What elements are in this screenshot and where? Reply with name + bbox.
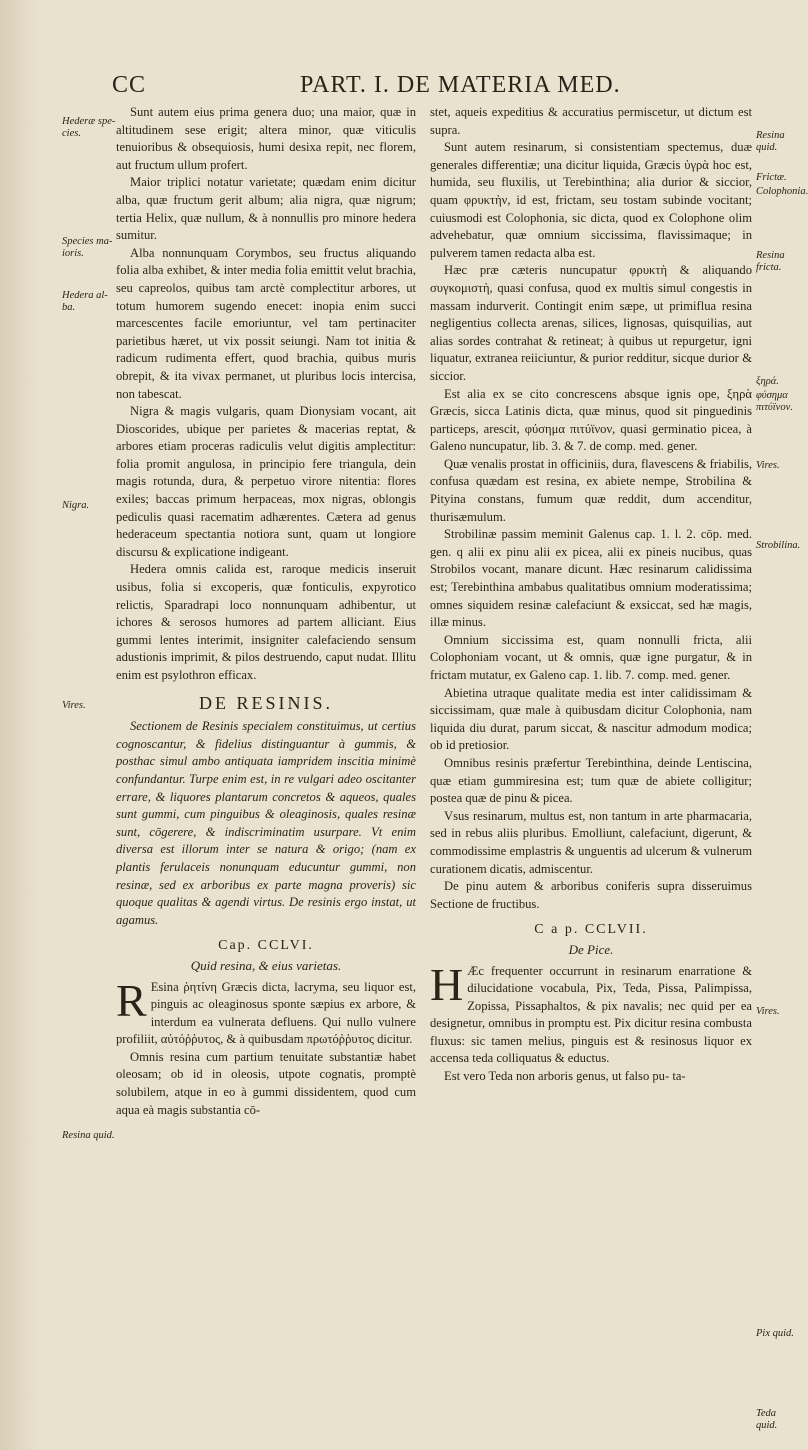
chapter-paragraph (430, 958, 752, 1069)
margin-note-left: Nigra. (62, 500, 90, 511)
chapter-label: Cap. CCLVI. (218, 938, 314, 954)
margin-note-left: Hederæ spe-cies. (62, 116, 116, 139)
paragraph: Nigra & magis vulgaris, quam Dionysiam vocant, ait Dioscorides, ubique per parietes & macerias reptat, & arbores etiam proceras radiculis velut digitis amplectitur: folia promit angulosa, in principio fere triangula, dein magis rotunda, dura, & perpetuo virore nitentia: flores exiles; baccas primum herpaceas, mox nigras, oblongis pediculis quasi racematim adhærentes. Cætera ad genus hederaceum spectantia notiora sunt, quam ut longiore discursu & explicatione indigeant. (116, 404, 416, 559)
margin-note-left: Hedera al-ba. (62, 290, 108, 313)
chapter-text: Æc frequenter occurrunt in resinarum enarratione & dilucidatione vocabula, Pix, Teda, Pissa, Palimpissa, Zopissa, Pissaphaltos, & pix navalis; nec quid per ea designetur, omnibus in promptu est. Pix dicitur resina combusta fluxus: sic tamen melius, pinguis est & resinosus liquor ex accensa teda colliquatus & eductus. (430, 963, 752, 1066)
page-edge-shadow (0, 0, 40, 1450)
running-title: PART. I. DE MATERIA MED. (300, 72, 621, 98)
paragraph: Omnis resina cum partium tenuitate substantiæ habet oleosam; ob id in oleosis, utpote cognatis, promptè solubilem, atque in eo à gummi dissidentem, quod cum aqua eà magis substantia cō- (116, 1049, 416, 1117)
paragraph: Sunt autem eius prima genera duo; una maior, quæ in altitudinem sese erigit; altera minor, quæ viticulis tenuioribus & obsequiosis, humi desixa repit, nec florem, aut fructum ullum profert. (116, 105, 416, 172)
margin-note-right: Resina fricta. (756, 250, 785, 273)
chapter-paragraph (116, 974, 416, 1049)
margin-note-right: Strobilina. (756, 540, 801, 551)
paragraph: Abietina utraque qualitate media est inter calidissimam & siccissimam, quæ male à quibusdam dicitur Colophonia, nam liquida diu durat, parum siccat, & nascitur admodum modica; ob id pretiosior. (430, 685, 752, 753)
paragraph: Hæc præ cæteris nuncupatur φρυκτὴ & aliquando συγκομιστὴ, quasi confusa, quod ex multis simul congestis in massam indurverit. Contingit enim sæpe, ut primiflua resina negligentius collecta arenas, silices, lignosas, quisquilias, aut alias sordes contrahat & retineat; à quibus ut repurgetur, igni liquatur, extranea reiiciuntur, & purior redditur, sicque durior & siccior. (430, 263, 752, 383)
margin-note-right: Resina quid. (756, 130, 785, 153)
paragraph: De pinu autem & arboribus coniferis supra disseruimus Sectione de fructibus. (430, 879, 752, 911)
paragraph: Alba nonnunquam Corymbos, seu fructus aliquando folia alba exhibet, & inter media folia emittit velut brachia, seu capreolos, quibus tam arctè complectitur arbores, ut totum humorem sugendo enecet: inopia enim succi marcescentes facile emoriuntur, vel tam pertinaciter parietibus hæret, ut vix possit seiungi. Nam tot initia & radicum rudimenta effert, quod brachia, quibus muris obrepit, & ita vivax permanet, ut pluribus locis intercisa, non tabescat. (116, 245, 416, 401)
page-number: CC (112, 72, 147, 98)
paragraph: stet, aqueis expeditius & accuratius permiscetur, ut dictum est supra. (430, 105, 752, 137)
section-intro: Sectionem de Resinis specialem constituimus, ut certius cognoscantur, & fidelius distinguantur à gummis, & posthac simul ambo antiquata iampridem inscitia minimè confundantur. Turpe enim est, in re vulgari adeo oscitanter errare, & liquores plantarum concretos & aqueos, quales sunt gummi, cum pinguibus & oleaginosis, quales resinæ sunt, cōgerere, & indiscriminatim usurpare. Vt enim diversa est illorum inter se natura & origo; (nam ex plantis ferulaceis nonunquam educuntur gummi, non resinæ, sed ex arboribus ex parte magna proveris) sic quoque qualitas & agendi virtus. De resinis ergo instat, ut agamus. (116, 719, 416, 927)
margin-note-right: Colophonia. (756, 186, 808, 197)
left-column (116, 104, 416, 1119)
paragraph: Omnibus resinis præfertur Terebinthina, deinde Lentiscina, quæ etiam gummiresina est; tum quæ de abiete colligitur; postea quæ de pinu & picea. (430, 755, 752, 806)
paragraph: Vsus resinarum, multus est, non tantum in arte pharmacaria, sed in rebus aliis pluribus. Emolliunt, calefaciunt, digerunt, & commodissime emplastris & unguentis ad ulcerum & vulnerum curationem dicatis, admiscentur. (430, 808, 752, 876)
running-head (112, 72, 772, 104)
paragraph: Omnium siccissima est, quam nonnulli fricta, alii Colophoniam vocant, ut & omnis, quæ igne purgatur, & in frictam mutatur, ex Galeno cap. 1. lib. 7. comp. med. gener. (430, 632, 752, 682)
chapter-text: Esina ῥητίνη Græcis dicta, lacryma, seu liquor est, pinguis ac oleaginosus sponte sæpius ex arbore, & interdum ea vulnerata defluens. Qui nullo vulnere profiliit, αὐτόῤῥυτος, & à quibusdam πρωτόῤῥυτος dicitur. (116, 979, 416, 1047)
margin-note-right: Vires. (756, 460, 780, 471)
margin-note-right: Frictæ. (756, 172, 787, 183)
paragraph: Quæ venalis prostat in officiniis, dura, flavescens & friabilis, confusa quædam est resina, ex abiete nempe, Strobilina & Pityina constans, fumum quæ reddit, dum accenditur, thurisæmulum. (430, 456, 752, 524)
paragraph: Hedera omnis calida est, raroque medicis inseruit usibus, folia si excoperis, quæ fonticulis, expyrotico relictis, Sparadrapi loco nonnunquam adhibentur, ut ichores & serosos humores ad partem alliciant. Eius gummi lentes interimit, insigniter calefaciendo sensum adustionis imprimit, & pilos destruendo, caput nudat. Illitu enim est psylothron efficax. (116, 562, 416, 682)
margin-note-right: ξηρά. (756, 376, 779, 387)
margin-note-right: Pix quid. (756, 1328, 794, 1339)
paragraph: Sunt autem resinarum, si consistentiam spectemus, duæ generales differentiæ; una dicitur liquida, Græcis ὑγρὰ hoc est, humida, seu fluxilis, ut Terebinthina; alia durior & siccior, quam φρυκτὴν, id est, frictam, seu tostam subinde vocitant; cuiusmodi est Colophonia, sic dicta, quod ex Colophone olim advehebatur, quæ omnium siccissima, flavissimaque; in pulverem tamen redacta alba est. (430, 140, 752, 260)
paragraph: Est vero Teda non arboris genus, ut falso pu- ta- (444, 1069, 686, 1084)
right-column (430, 104, 752, 1086)
chapter-label: C a p. CCLVII. (534, 922, 648, 938)
margin-note-left: Resina quid. (62, 1130, 115, 1141)
paragraph: Est alia ex se cito concrescens absque ignis ope, ξηρὰ Græcis, sicca Latinis dicta, quæ minus, quod sit pinguedinis particeps, arescit, φύσημα πιτύϊνον, quasi germinatio picea, à Galeno nuncupatur, lib. 3. & 7. de comp. med. gener. (430, 386, 752, 454)
chapter-title: Quid resina, & eius varietas. (190, 957, 342, 973)
margin-note-right: Vires. (756, 1006, 780, 1017)
drop-cap: R (116, 974, 147, 1026)
drop-cap: H (430, 958, 464, 1010)
paragraph: Maior triplici notatur varietate; quædam enim dicitur alba, quæ fructum gerit album; alia nigra, quæ nigrum; tertia Helix, quæ nullum, & à nonnullis pro minore hedera sumitur. (116, 175, 416, 243)
chapter-title: De Pice. (568, 941, 614, 957)
margin-note-left: Vires. (62, 700, 86, 711)
margin-note-right: Teda quid. (756, 1408, 778, 1431)
paragraph: Strobilinæ passim meminit Galenus cap. 1. l. 2. cōp. med. gen. q alii ex pinu alii ex picea, alii ex pineis nucibus, quas Strobilos vocant, manare dicunt. Hæc resinarum calidissima est; Terebinthina ambabus qualitatibus omnium moderatissima; omnes siquidem resinæ calefaciunt & exsiccat, sed hæ magis, illæ minus. (430, 527, 752, 630)
section-heading: DE RESINIS. (198, 692, 333, 713)
margin-note-left: Species ma-ioris. (62, 236, 113, 259)
margin-note-right: φύσημα πιτύϊνον. (756, 390, 793, 413)
